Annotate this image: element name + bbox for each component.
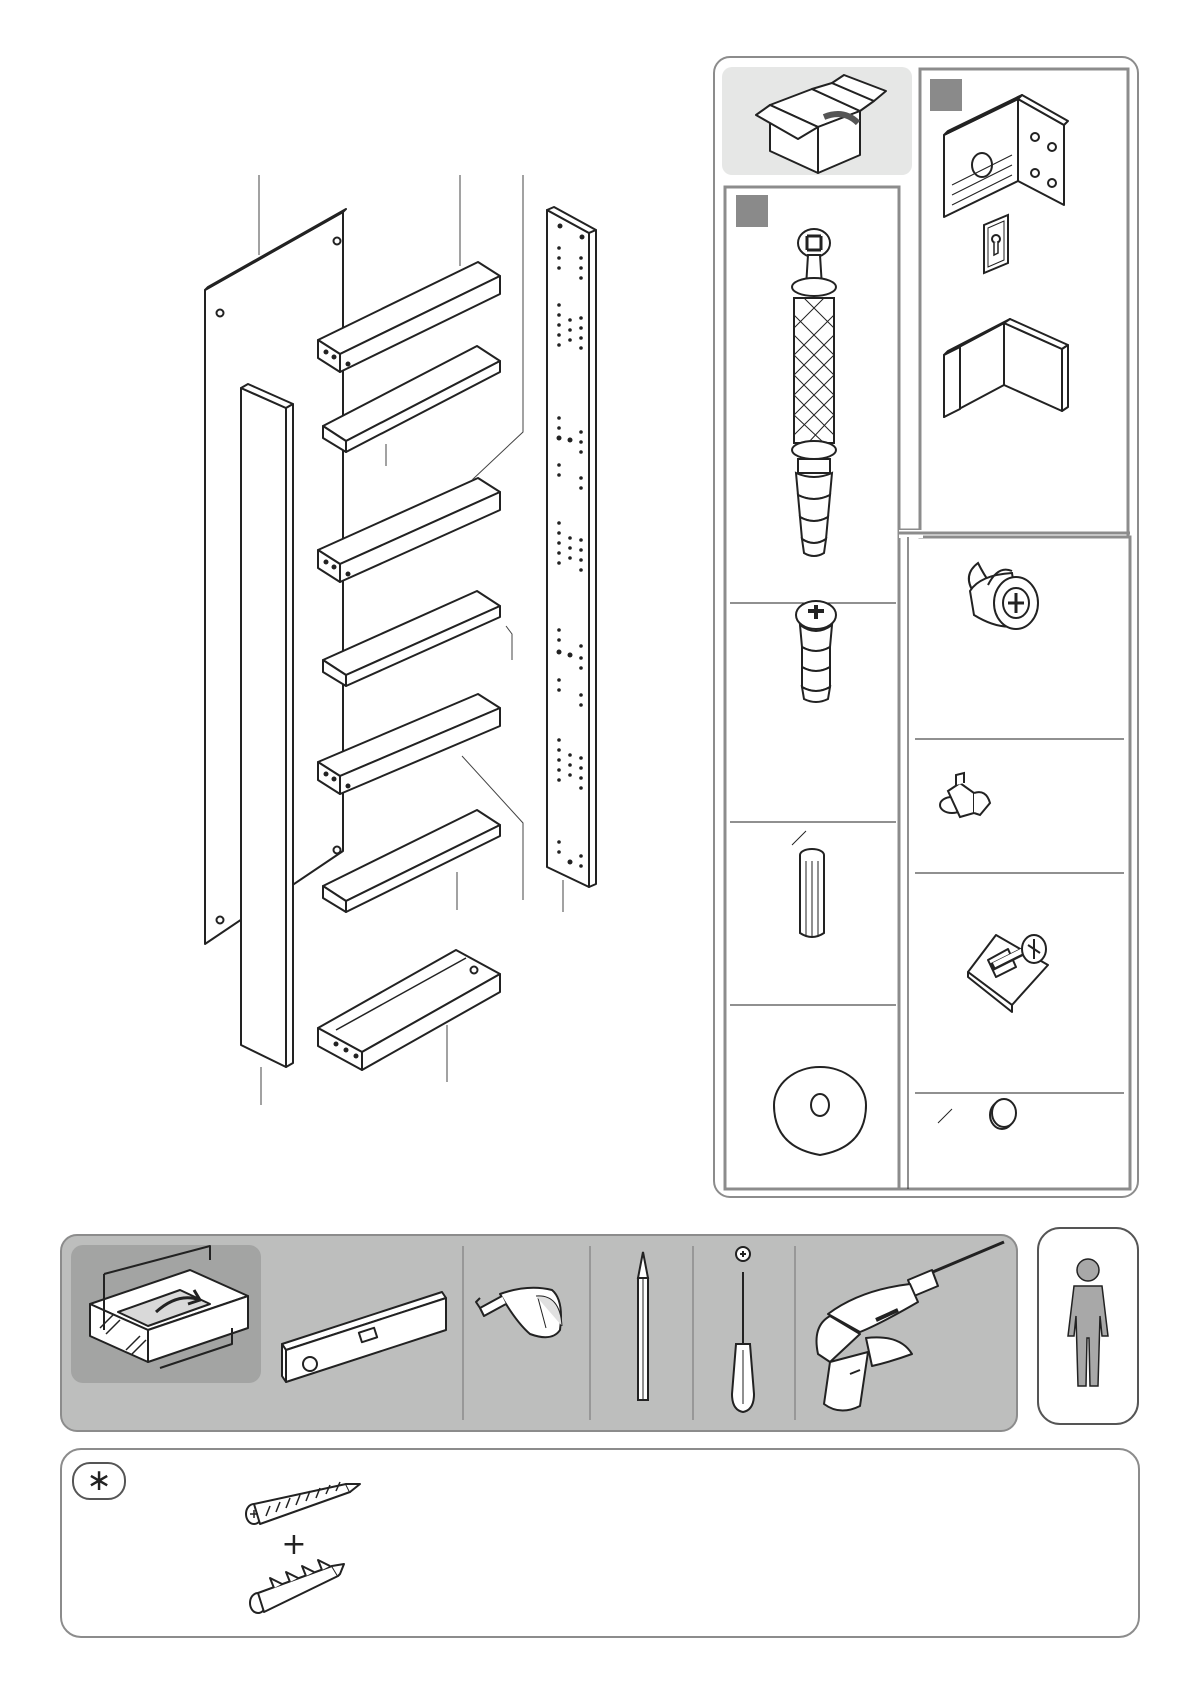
note-panel-svg [60,1448,1140,1638]
note-plus: + [281,1527,307,1562]
note-panel [60,1448,1140,1638]
tools-bar [60,1234,1018,1432]
shelf-5 [318,694,500,794]
felt-pad-icon [774,1067,866,1155]
shelf-6 [323,810,500,912]
marker-square-b [930,79,962,111]
side-panel-front [241,384,293,1067]
shelf-4 [323,591,500,686]
keyhole-plate-icon [984,215,1008,273]
one-person-box [1036,1226,1140,1426]
hardware-panel-svg [712,55,1142,1201]
cam-screw-icon [796,601,836,702]
marker-square-a [736,195,768,227]
vertical-rail [547,207,596,887]
shelf-3 [318,478,500,582]
tools-bar-svg [60,1234,1018,1432]
one-person-svg [1036,1226,1140,1426]
pencil-icon [638,1252,648,1400]
parts-diagram-svg [0,0,700,1140]
parts-diagram [0,0,700,1140]
hardware-panel [712,55,1142,1201]
note-star-badge: ∗ [72,1462,126,1500]
